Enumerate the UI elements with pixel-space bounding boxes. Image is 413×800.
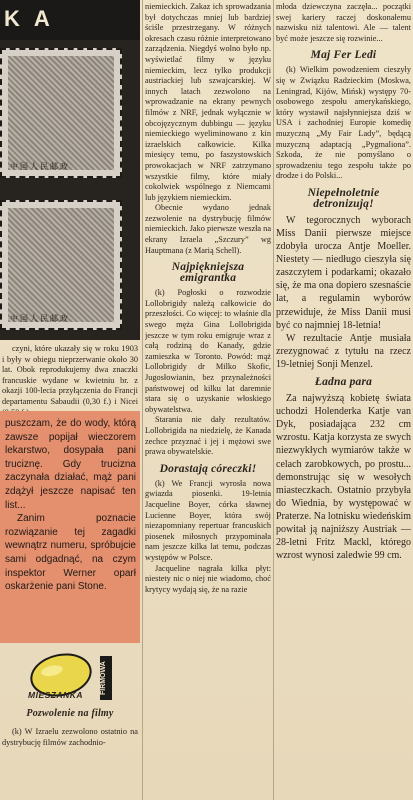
stamp-art bbox=[8, 56, 114, 170]
paragraph: W tegorocznych wyborach Miss Danii pierwsze miejsce zdobyła urocza Antje Moeller. Niestety — niedługo cieszyła się zaszczytem i podarkami; okazało się, że ma ona dopiero szesnaście lat, a regulamin wyborów przewiduje, że Miss Danii musi być co najmniej 18-letnia! bbox=[276, 214, 411, 331]
article-heading: Pozwolenie na filmy bbox=[26, 708, 114, 719]
stamp-image bbox=[0, 200, 122, 330]
paragraph: (k) We Francji wyrosła nowa gwiazda piosenki. 19-letnia Jacqueline Boyer, córka sławnej Lucienne Boyer, która swój niezapomniany repertuar francuskich piosenek miłosnych przypominała nam jeszcze kilka lat temu, podczas występów w Polsce. bbox=[145, 478, 271, 562]
logo-tag: MIESZANKA bbox=[28, 690, 84, 700]
paragraph: Za najwyższą kobietę świata uchodzi Holenderka Katje van Dyk, posiadająca 232 cm wzrostu. Katja korzysta ze swych niezwykłych wymiarów także w celach zarobkowych, po prostu... demonstrując się w wesołych miasteczkach. Ostatnio przybyła do Wiednia, by występować w Praterze. Na lotnisku wiedeńskim powitał ją najniższy Austriak — 28-letni Fritz Mackl, którego wzrost wynosi zaledwie 99 cm. bbox=[276, 393, 411, 562]
stamps-article-text bbox=[2, 344, 138, 418]
article-heading: Niepełnoletnie detronizują! bbox=[307, 186, 380, 210]
stamp-image bbox=[0, 48, 122, 178]
article-heading: Dorastają córeczki! bbox=[159, 462, 257, 475]
article-heading: Najpiękniejsza emigrantka bbox=[171, 261, 245, 285]
paragraph: Jacqueline nagrała kilka płyt: niestety nic o niej nie wiadomo, choć krytycy wydają się, że na razie bbox=[145, 563, 271, 594]
stamp-label: 中国人民邮政 bbox=[10, 314, 70, 323]
paragraph: (k) Pogłoski o rozwodzie Lollobrigidy należą całkowicie do przeszłości. Co więcej: to właśnie dla swego męża Gina Lollobrigida jeszcze w tym roku emigruje wraz z całą rodziną do Kanady, gdzie zamieszka w Toronto. Powód: mąż Lollobrigidy dr Milko Skofic, Jugosłowianin, bez przynależności państwowej od kilku lat daremnie stara się o uzyskanie włoskiego obywatelstwa. bbox=[145, 288, 271, 414]
paragraph: Obecnie wydano jednak zezwolenie na dystrybucję filmów niemieckich. Jako pierwsze weszła na ekrany Izraela „Szczury” wg Hauptmana (z Marią Schell). bbox=[145, 203, 271, 255]
stamp-art bbox=[8, 208, 114, 322]
stamp-label: 中国人民邮政 bbox=[10, 162, 70, 171]
stamps-photo bbox=[0, 40, 140, 340]
column-divider bbox=[142, 0, 143, 800]
paragraph: (k) Wielkim powodzeniem cieszyły się w Związku Radzieckim (Moskwa, Leningrad, Kijów, Mińsk) występy 70-osobowego zespołu amerykańskiego, który wystawił najsłynniejsza dziś w USA i zachodniej Europie komedię muzyczną „My Fair Lady”, będącą muzyczną adaptacją „Pygmaliona”. Szkoda, że nie pomyślano o sprowadzeniu tego zespołu także po drodze i do Polski... bbox=[276, 65, 411, 181]
right-column bbox=[276, 2, 411, 562]
paragraph: czyni, które ukazały się w roku 1903 i były w obiegu nieprzerwanie około 30 lat. Obok reprodukujemy dwa znaczki francuskie wydane w kwietniu br. z okazji 100-lecia przyłączenia do Francji departamentu Sabaudii (0,30 f.) i Nicei bbox=[2, 344, 138, 406]
article-heading: Ładna para bbox=[314, 376, 373, 389]
heading-films bbox=[0, 702, 140, 723]
article-heading: Maj Fer Ledi bbox=[310, 49, 377, 62]
banner-text: KA bbox=[4, 6, 64, 31]
paragraph: młoda dziewczyna zaczęła... początki swej kariery raczej doskonałemu nazwisku niż talentowi. Ale — talent być może jeszcze się rozwinie... bbox=[276, 2, 411, 43]
mystery-story-box bbox=[0, 411, 140, 643]
paragraph: Starania nie dały rezultatów. Lollobrigida na niedzielę, że Kanada zechce przyznać i jej i mężowi swe prawa obywatelskie. bbox=[145, 415, 271, 457]
column-divider bbox=[273, 0, 274, 800]
middle-column bbox=[145, 2, 271, 595]
paragraph: niemieckich. Zakaz ich sprowadzania był dotychczas mniej lub bardziej ściśle przestrzegany. W różnych okresach czasu różnie interpretowano zarządzenia. Niegdyś wolno było np. wyświetlać filmy w języku niemieckim, lecz tylko produkcji austriackiej lub szwajcarskiej. W innych latach zezwolono na wprowadzanie na ekrany pewnych filmów z NRF, jednak wyłącznie w obcojęzycznym dubbingu — języku niemieckiego wyeliminowano z kin izraelskich całkowicie. Kilka miesięcy temu, po faszystowskich prowokacjach w NRF zatrzymano wszystkie filmy, które miały cokolwiek wspólnego z Niemcami lub językiem niemieckim. bbox=[145, 2, 271, 202]
paragraph: W rezultacie Antje musiała zrezygnować z tytułu na rzecz 19-letniej Sonji Menzel. bbox=[276, 332, 411, 370]
mieszanka-logo bbox=[22, 652, 107, 702]
section-banner bbox=[0, 0, 140, 40]
paragraph: puszczam, że do wody, którą zawsze popijał wieczorem lekarstwo, dosypała pani truciznę. Gdy trucizna zaczynała działać, mąż pani zdążył jeszcze napisać ten list... bbox=[5, 418, 136, 511]
films-article-text bbox=[2, 727, 138, 748]
paragraph: Zanim poznacie rozwiązanie tej zagadki wewnątrz numeru, spróbujcie sami odgadnąć, na czym inspektor Werner oparł oskarżenie pani Stone. bbox=[5, 513, 136, 593]
logo-vertical-label: FIRMOWA bbox=[100, 656, 112, 700]
paragraph: (k) W Izraelu zezwolono ostatnio na dystrybucję filmów zachodnio- bbox=[2, 727, 138, 747]
